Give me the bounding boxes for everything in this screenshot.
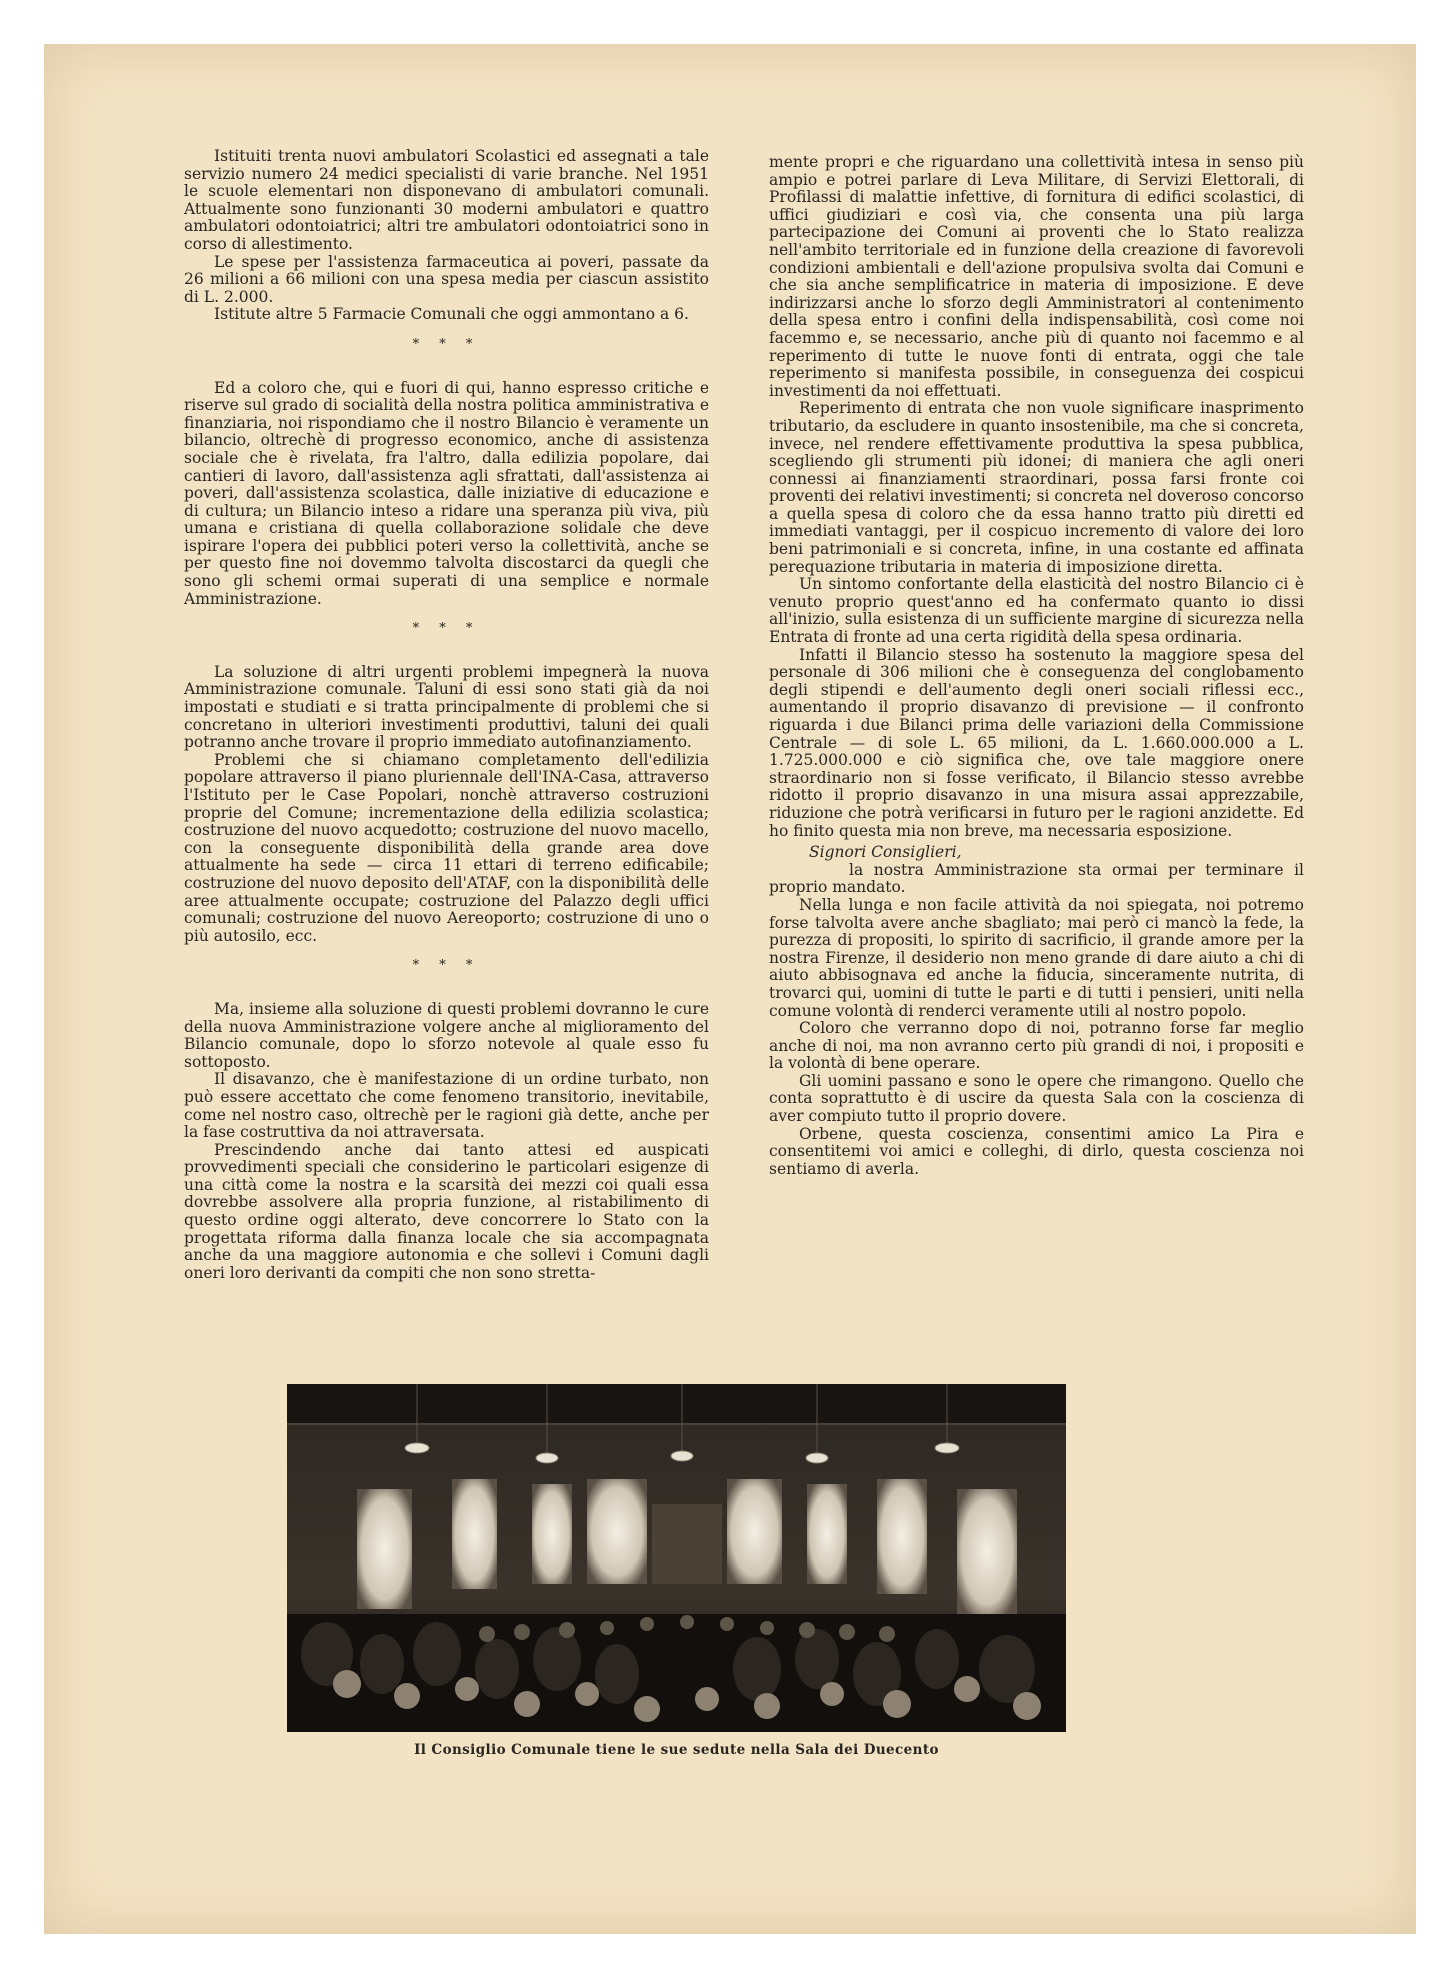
left-paragraph-2: Le spese per l'assistenza farmaceutica ai poveri, passate da 26 milioni a 66 milioni con una spesa media per ciascun assistito di L. 2.000.: [184, 252, 709, 306]
right-column: [769, 154, 1304, 1178]
right-paragraph-7: Coloro che verranno dopo di noi, potranno forse far meglio anche di noi, ma non avranno certo più grandi di noi, i propositi e la volontà di bene operare.: [769, 1019, 1304, 1073]
council-hall-photo: [287, 1384, 1066, 1732]
left-paragraph-8: Il disavanzo, che è manifestazione di un ordine turbato, non può essere accettato che come fenomeno transitorio, inevitabile, come nel nostro caso, oltrechè per le ragioni già dette, anche per la fase costruttiva da noi attraversata.: [184, 1070, 709, 1142]
left-paragraph-9: Prescindendo anche dai tanto attesi ed auspicati provvedimenti speciali che considerino le particolari esigenze di una città come la nostra e la scarsità dei mezzi coi quali essa dovrebbe assolvere alla propria funzione, al ristabilimento di questo ordine oggi alterato, deve concorrere lo Stato con la progettata riforma dalla finanza locale che sia accompagnata anche da una maggiore autonomia e che sollevi i Comuni dagli oneri loro derivanti da compiti che non sono stretta-: [184, 1140, 709, 1282]
section-separator: * * *: [412, 336, 481, 352]
council-hall-photo-icon: [287, 1384, 1066, 1732]
right-paragraph-6: Nella lunga e non facile attività da noi spiegata, noi potremo forse talvolta avere anche sbagliato; mai però ci mancò la fede, la purezza di propositi, lo spirito di sacrificio, il grande amore per la nostra Firenze, il desiderio non meno grande di dare aiuto a chi di aiuto abbisognava ed anche la fiducia, sinceramente nutrita, di trovarci qui, uomini di tutte le parti e di tutti i pensieri, uniti nella comune volontà di renderci veramente utili al nostro popolo.: [769, 895, 1304, 1020]
right-paragraph-8: Gli uomini passano e sono le opere che rimangono. Quello che conta soprattutto è di uscire da questa Sala con la coscienza di aver compiuto tutto il proprio dovere.: [769, 1071, 1304, 1126]
left-paragraph-4: Ed a coloro che, qui e fuori di qui, hanno espresso critiche e riserve sul grado di socialità della nostra politica amministrativa e finanziaria, noi rispondiamo che il nostro Bilancio è veramente un bilancio, oltrechè di progresso economico, anche di assistenza sociale che è rivelata, fra l'altro, dalla edilizia popolare, dai cantieri di lavoro, dall'assistenza agli sfrattati, dall'assistenza ai poveri, dall'assistenza scolastica, dalle iniziative di educazione e di cultura; un Bilancio inteso a ridare una speranza più viva, più umana e cristiana di quella collaborazione solidale che deve ispirare l'opera dei pubblici poteri verso la collettività, anche se per questo fine noi dovemmo talvolta discostarci da quegli che sono gli schemi ormai superati di una semplice e normale Amministrazione.: [184, 378, 709, 608]
left-paragraph-6: Problemi che si chiamano completamento dell'edilizia popolare attraverso il piano pluriennale dell'INA-Casa, attraverso l'Istituto per le Case Popolari, nonchè attraverso costruzioni proprie del Comune; incrementazione della edilizia scolastica; costruzione del nuovo acquedotto; costruzione del nuovo macello, con la conseguente disponibilità della grande area dove attualmente ha sede — circa 11 ettari di terreno edificabile; costruzione del nuovo deposito dell'ATAF, con la disponibilità delle aree attualmente occupate; costruzione del Palazzo degli uffici comunali; costruzione del nuovo Aereoporto; costruzione di uno o più autosilo, ecc.: [184, 750, 709, 945]
left-column: [184, 148, 709, 1282]
right-paragraph-9: Orbene, questa coscienza, consentimi amico La Pira e consentitemi voi amici e colleghi, di dirlo, questa coscienza noi sentiamo di averla.: [769, 1124, 1304, 1178]
right-paragraph-4: Infatti il Bilancio stesso ha sostenuto la maggiore spesa del personale di 306 milioni che è conseguenza del conglobamento degli stipendi e dell'aumento degli oneri sociali riflessi ecc., aumentando il proprio disavanzo di previsione — il confronto riguarda i due Bilanci prima delle variazioni della Commissione Centrale — di sole L. 65 milioni, da L. 1.660.000.000 a L. 1.725.000.000 e ciò significa che, ove tale maggiore onere straordinario non si fosse verificato, il Bilancio stesso avrebbe ridotto il proprio disavanzo in una misura assai apprezzabile, riduzione che potrà verificarsi in futuro per le ragioni anzidette. Ed ho finito questa mia non breve, ma necessaria esposizione.: [769, 645, 1304, 840]
right-paragraph-1: mente propri e che riguardano una collettività intesa in senso più ampio e potrei parlare di Leva Militare, di Servizi Elettorali, di Profilassi di malattie infettive, di fornitura di edifici scolastici, di uffici giudiziari e così via, che consenta una più larga partecipazione dei Comuni ai proventi che lo Stato realizza nell'ambito territoriale ed in funzione della creazione di favorevoli condizioni ambientali e dell'azione propulsiva svolta dai Comuni e che sia anche semplificatrice in materia di imposizione. E deve indirizzarsi anche lo sforzo degli Amministratori al contenimento della spesa entro i confini della indispensabilità, così come noi facemmo e, se necessario, anche più di quanto noi facemmo e al reperimento di tutte le nuove fonti di entrata, oggi che tale reperimento si manifesta possibile, in conseguenza dei cospicui investimenti da noi effettuati.: [769, 153, 1304, 400]
right-paragraph-5: la nostra Amministrazione sta ormai per terminare il proprio mandato.: [769, 860, 1304, 897]
salutation: Signori Consiglieri,: [809, 843, 962, 862]
left-paragraph-5: La soluzione di altri urgenti problemi impegnerà la nuova Amministrazione comunale. Taluni di essi sono stati già da noi impostati e studiati e si tratta principalmente di problemi che si concretano in ulteriori investimenti produttivi, taluni dei quali potranno anche trovare il proprio immediato autofinanziamento.: [184, 662, 709, 752]
section-separator: * * *: [412, 958, 481, 974]
left-paragraph-1: Istituiti trenta nuovi ambulatori Scolastici ed assegnati a tale servizio numero 24 medici specialisti di varie branche. Nel 1951 le scuole elementari non disponevano di ambulatori comunali. Attualmente sono funzionanti 30 moderni ambulatori e quattro ambulatori odontoiatrici; altri tre ambulatori odontoiatrici sono in corso di allestimento.: [184, 147, 709, 253]
photo-caption: Il Consiglio Comunale tiene le sue sedute nella Sala dei Duecento: [414, 1742, 939, 1758]
section-separator: * * *: [412, 621, 481, 637]
right-paragraph-2: Reperimento di entrata che non vuole significare inasprimento tributario, da escludere in quanto insostenibile, ma che si concreta, invece, nel rendere effettivamente produttiva la spesa pubblica, scegliendo gli strumenti più idonei; di maniera che agli oneri connessi ai finanziamenti straordinari, possa farsi fronte coi proventi dei relativi investimenti; si concreta nel doveroso concorso a quella spesa di coloro che da essa hanno tratto più diretti ed immediati vantaggi, per il cospicuo incremento di valore dei loro beni patrimoniali e si concreta, infine, in una costante ed affinata perequazione tributaria in materia di imposizione diretta.: [769, 399, 1304, 576]
left-paragraph-3: Istitute altre 5 Farmacie Comunali che oggi ammontano a 6.: [214, 305, 689, 324]
right-paragraph-3: Un sintomo confortante della elasticità del nostro Bilancio ci è venuto proprio quest'anno ed ha confermato quanto io dissi all'inizio, sulla esistenza di un sufficiente margine di sicurezza nella Entrata di fronte ad una certa rigidità della spesa ordinaria.: [769, 575, 1304, 647]
left-paragraph-7: Ma, insieme alla soluzione di questi problemi dovranno le cure della nuova Amministrazione volgere anche al miglioramento del Bilancio comunale, dopo lo sforzo notevole al quale esso fu sottoposto.: [184, 999, 709, 1071]
